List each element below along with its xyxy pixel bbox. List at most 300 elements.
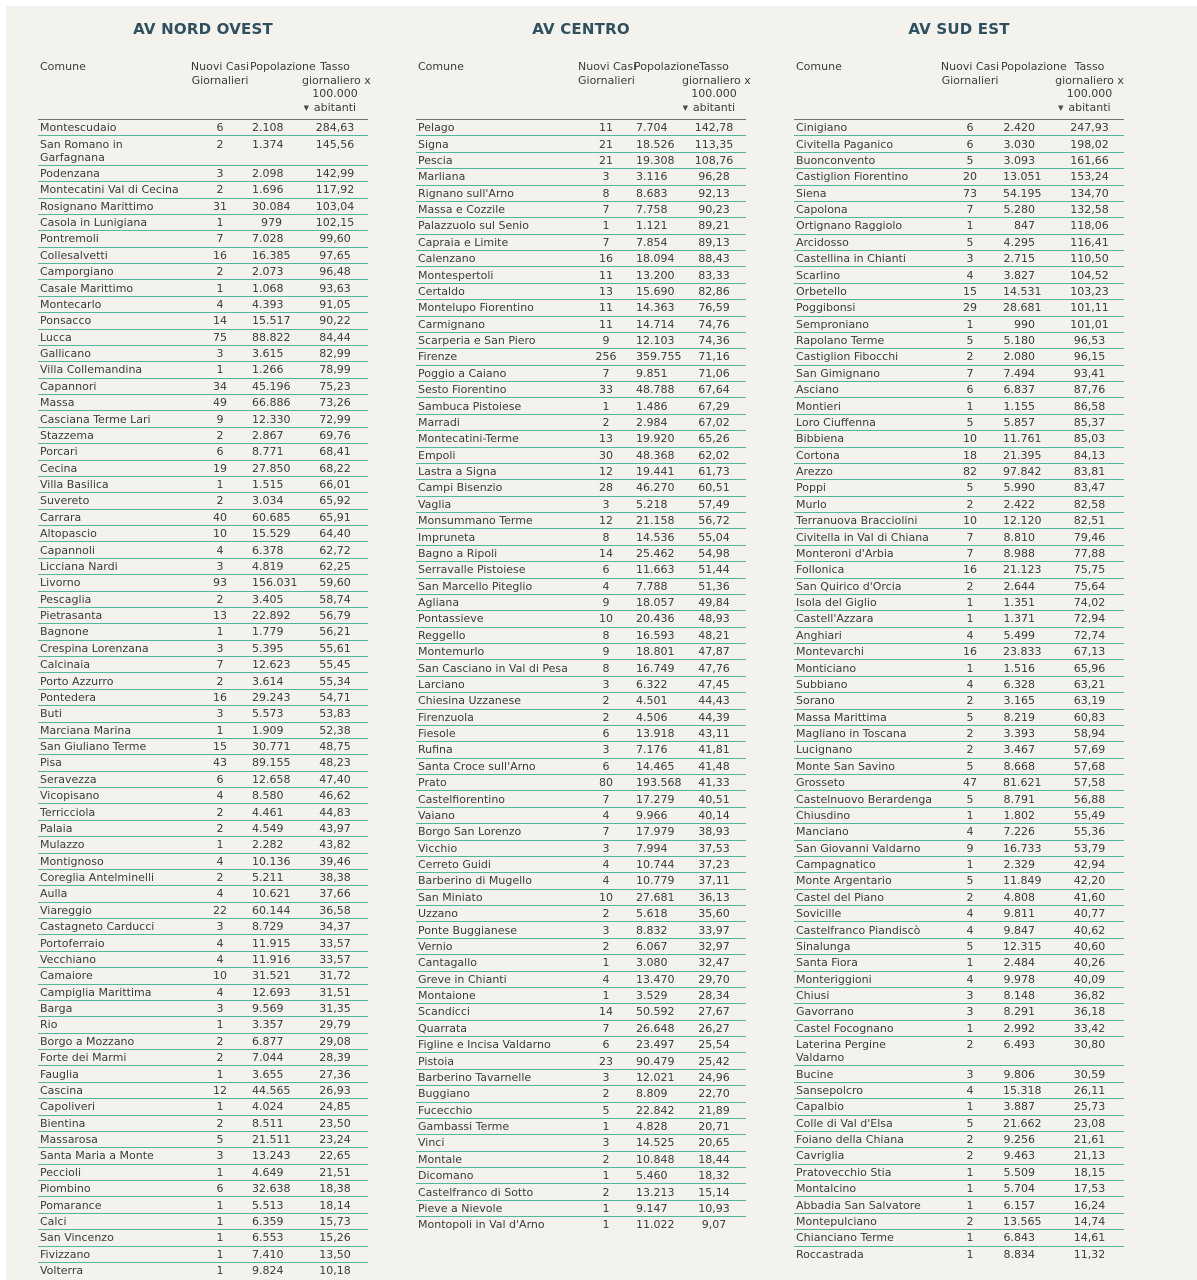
table-row <box>416 152 746 168</box>
nuovi-casi-cell: 1 <box>190 1197 250 1213</box>
tasso-cell: 40,51 <box>682 791 746 807</box>
nuovi-casi-cell: 3 <box>578 742 634 758</box>
av-centro-panel <box>416 12 751 1278</box>
comune-cell: Crespina Lorenzana <box>38 640 190 656</box>
popolazione-cell: 9.966 <box>634 807 682 823</box>
table-row <box>794 496 1124 512</box>
table-row <box>794 283 1124 299</box>
nuovi-casi-cell: 29 <box>939 300 1001 316</box>
table-row <box>794 742 1124 758</box>
tasso-cell: 25,73 <box>1055 1099 1124 1115</box>
nuovi-casi-cell: 16 <box>939 644 1001 660</box>
comune-cell: Sinalunga <box>794 938 939 954</box>
table-row <box>416 398 746 414</box>
nuovi-casi-cell: 18 <box>939 447 1001 463</box>
tasso-cell: 28,34 <box>682 987 746 1003</box>
comune-cell: Vaiano <box>416 807 578 823</box>
tasso-cell: 43,82 <box>302 837 368 853</box>
nuovi-casi-cell: 1 <box>190 722 250 738</box>
table-row <box>416 529 746 545</box>
popolazione-cell: 21.662 <box>1001 1115 1055 1131</box>
nuovi-casi-cell: 1 <box>578 218 634 234</box>
popolazione-cell: 359.755 <box>636 350 682 364</box>
tasso-cell: 86,58 <box>1055 398 1124 414</box>
table-row <box>416 1217 746 1233</box>
popolazione-cell: 2.329 <box>1001 856 1055 872</box>
tasso-cell: 48,23 <box>302 755 368 771</box>
table-row <box>794 644 1124 660</box>
nuovi-casi-cell: 1 <box>578 987 634 1003</box>
popolazione-cell: 7.854 <box>634 234 682 250</box>
tasso-cell: 66,01 <box>302 476 368 492</box>
column-header-comune[interactable] <box>416 60 578 120</box>
table-row <box>794 938 1124 954</box>
popolazione-cell: 32.638 <box>250 1181 302 1197</box>
nuovi-casi-cell: 11 <box>578 120 634 136</box>
nuovi-casi-cell: 3 <box>939 987 1001 1003</box>
tasso-cell: 96,53 <box>1055 332 1124 348</box>
popolazione-cell: 48.788 <box>634 382 682 398</box>
tasso-cell: 63,19 <box>1055 693 1124 709</box>
tasso-cell: 26,93 <box>302 1082 368 1098</box>
nuovi-casi-cell: 5 <box>190 1131 250 1147</box>
comune-cell: Pratovecchio Stia <box>794 1164 939 1180</box>
comune-cell: Cerreto Guidi <box>416 856 578 872</box>
table-row <box>794 1197 1124 1213</box>
nuovi-casi-cell: 1 <box>190 1066 250 1082</box>
comune-cell: Isola del Giglio <box>794 594 939 610</box>
popolazione-cell: 4.808 <box>1001 889 1055 905</box>
nuovi-casi-cell: 13 <box>578 431 634 447</box>
tasso-cell: 53,79 <box>1055 840 1124 856</box>
comune-cell: Terricciola <box>38 804 190 820</box>
popolazione-cell: 14.536 <box>634 529 682 545</box>
popolazione-cell: 4.828 <box>634 1118 682 1134</box>
nuovi-casi-cell: 4 <box>939 676 1001 692</box>
tasso-cell: 55,36 <box>1055 824 1124 840</box>
tasso-cell: 37,11 <box>682 873 746 889</box>
column-header-nuovi-casi[interactable] <box>939 60 1001 120</box>
table-row <box>416 758 746 774</box>
comune-cell: Quarrata <box>416 1020 578 1036</box>
tasso-cell: 48,93 <box>682 611 746 627</box>
popolazione-cell: 7.176 <box>634 742 682 758</box>
tasso-cell: 101,11 <box>1055 300 1124 316</box>
table-row <box>416 1200 746 1216</box>
table-row <box>38 136 368 165</box>
table-row <box>38 345 368 361</box>
tasso-cell: 67,29 <box>682 398 746 414</box>
popolazione-cell: 3.887 <box>1001 1099 1055 1115</box>
comune-cell: Castelnuovo Berardenga <box>794 791 939 807</box>
comune-cell: Castelfranco di Sotto <box>416 1184 578 1200</box>
nuovi-casi-cell: 49 <box>190 395 250 411</box>
nuovi-casi-cell: 2 <box>939 1213 1001 1229</box>
nuovi-casi-cell: 1 <box>190 362 250 378</box>
nuovi-casi-cell: 2 <box>190 427 250 443</box>
table-row <box>416 382 746 398</box>
tasso-cell: 56,88 <box>1055 791 1124 807</box>
table-row <box>416 365 746 381</box>
nuovi-casi-cell: 11 <box>578 316 634 332</box>
table-row <box>38 624 368 640</box>
table-row <box>38 427 368 443</box>
column-header-comune[interactable] <box>38 60 190 120</box>
comune-cell: Firenze <box>416 349 578 365</box>
nuovi-casi-cell: 1 <box>939 611 1001 627</box>
popolazione-cell: 1.351 <box>1001 594 1055 610</box>
comune-cell: Prato <box>416 775 578 791</box>
popolazione-cell: 12.658 <box>250 771 302 787</box>
nuovi-casi-cell: 7 <box>939 365 1001 381</box>
tasso-cell: 103,23 <box>1055 283 1124 299</box>
nuovi-casi-cell: 7 <box>190 231 250 247</box>
popolazione-cell: 8.791 <box>1001 791 1055 807</box>
table-row <box>38 395 368 411</box>
comune-cell: Rio <box>38 1017 190 1033</box>
tasso-cell: 14,61 <box>1055 1230 1124 1246</box>
popolazione-cell: 2.108 <box>250 120 302 136</box>
tasso-cell: 116,41 <box>1055 234 1124 250</box>
popolazione-cell: 12.103 <box>634 332 682 348</box>
tasso-header-line1: Tasso <box>320 60 350 73</box>
popolazione-cell: 60.144 <box>250 902 302 918</box>
nuovi-casi-cell: 6 <box>939 136 1001 152</box>
table-row <box>794 431 1124 447</box>
table-row <box>794 873 1124 889</box>
column-header-nuovi-casi[interactable] <box>578 60 637 120</box>
table-row <box>794 349 1124 365</box>
popolazione-cell: 4.024 <box>250 1099 302 1115</box>
popolazione-cell: 11.916 <box>250 951 302 967</box>
tasso-cell: 67,02 <box>682 414 746 430</box>
tasso-cell: 36,18 <box>1055 1004 1124 1020</box>
nuovi-casi-cell: 2 <box>190 804 250 820</box>
popolazione-cell: 15.318 <box>1001 1082 1055 1098</box>
table-row <box>794 1148 1124 1164</box>
comune-cell: Barberino di Mugello <box>416 873 578 889</box>
tasso-cell: 58,94 <box>1055 725 1124 741</box>
nuovi-casi-cell: 2 <box>939 742 1001 758</box>
comune-cell: Greve in Chianti <box>416 971 578 987</box>
table-row <box>416 775 746 791</box>
popolazione-cell: 14.714 <box>634 316 682 332</box>
tasso-header-abitanti-label: abitanti <box>692 100 736 114</box>
popolazione-cell: 13.918 <box>634 725 682 741</box>
nuovi-casi-cell: 1 <box>939 807 1001 823</box>
tasso-cell: 21,61 <box>1055 1131 1124 1147</box>
comune-cell: Camporgiano <box>38 264 190 280</box>
popolazione-cell: 9.806 <box>1001 1066 1055 1082</box>
tasso-cell: 78,99 <box>302 362 368 378</box>
tasso-header-line2: giornaliero x <box>302 73 371 87</box>
comune-cell: Castiglion Fiorentino <box>794 169 939 185</box>
popolazione-cell: 5.460 <box>634 1168 682 1184</box>
popolazione-cell: 14.525 <box>634 1135 682 1151</box>
comune-cell: Ortignano Raggiolo <box>794 218 939 234</box>
comune-cell: Pontassieve <box>416 611 578 627</box>
comune-cell: Chiusi <box>794 987 939 1003</box>
sort-descending-icon[interactable]: ▼ <box>1058 103 1064 112</box>
table-row <box>416 545 746 561</box>
popolazione-cell: 1.068 <box>250 280 302 296</box>
column-header-comune[interactable] <box>794 60 939 120</box>
tasso-cell: 48,75 <box>302 738 368 754</box>
tasso-cell: 23,50 <box>302 1115 368 1131</box>
comune-cell: Suvereto <box>38 493 190 509</box>
popolazione-cell: 10.779 <box>634 873 682 889</box>
column-header-nuovi-casi[interactable] <box>190 60 250 120</box>
tasso-cell: 51,44 <box>682 562 746 578</box>
comune-cell: Castel del Piano <box>794 889 939 905</box>
popolazione-cell: 2.098 <box>250 165 302 181</box>
tasso-cell: 15,14 <box>682 1184 746 1200</box>
table-row <box>794 365 1124 381</box>
nuovi-casi-cell: 4 <box>190 788 250 804</box>
table-row <box>38 362 368 378</box>
tasso-cell: 58,74 <box>302 591 368 607</box>
tasso-cell: 92,13 <box>682 185 746 201</box>
comune-cell: Fucecchio <box>416 1102 578 1118</box>
table-row <box>794 513 1124 529</box>
comune-cell: Firenzuola <box>416 709 578 725</box>
table-row <box>794 758 1124 774</box>
table-row <box>416 513 746 529</box>
nuovi-casi-cell: 3 <box>578 676 634 692</box>
popolazione-cell: 7.758 <box>634 201 682 217</box>
comune-cell: Altopascio <box>38 526 190 542</box>
table-row <box>794 480 1124 496</box>
tasso-cell: 36,58 <box>302 902 368 918</box>
tasso-cell: 108,76 <box>682 152 746 168</box>
nuovi-casi-cell: 2 <box>190 136 250 165</box>
popolazione-cell: 6.493 <box>1001 1037 1055 1066</box>
tasso-cell: 57,58 <box>1055 775 1124 791</box>
sort-descending-icon[interactable]: ▼ <box>682 103 688 112</box>
comune-cell: Collesalvetti <box>38 247 190 263</box>
table-row <box>38 378 368 394</box>
comune-cell: San Giovanni Valdarno <box>794 840 939 856</box>
nuovi-casi-cell: 8 <box>578 529 634 545</box>
popolazione-cell: 13.243 <box>250 1148 302 1164</box>
table-row <box>38 738 368 754</box>
nuovi-casi-cell: 6 <box>939 382 1001 398</box>
nuovi-casi-cell: 4 <box>939 267 1001 283</box>
nuovi-casi-cell: 12 <box>578 513 634 529</box>
popolazione-cell: 18.801 <box>634 644 682 660</box>
table-row <box>38 280 368 296</box>
table-row <box>38 1262 368 1278</box>
tasso-cell: 28,39 <box>302 1050 368 1066</box>
tasso-cell: 40,77 <box>1055 906 1124 922</box>
popolazione-cell: 5.395 <box>250 640 302 656</box>
nuovi-casi-cell: 3 <box>190 919 250 935</box>
tasso-cell: 82,86 <box>682 283 746 299</box>
tasso-header-line1: Tasso <box>699 60 729 73</box>
comune-cell: Agliana <box>416 594 578 610</box>
table-row <box>38 1050 368 1066</box>
nuovi-casi-cell: 28 <box>578 480 634 496</box>
popolazione-cell: 1.802 <box>1001 807 1055 823</box>
nuovi-casi-cell: 34 <box>190 378 250 394</box>
table-row <box>794 1037 1124 1066</box>
table-row <box>416 1086 746 1102</box>
tasso-cell: 26,27 <box>682 1020 746 1036</box>
popolazione-cell: 11.761 <box>1001 431 1055 447</box>
comune-cell: Capraia e Limite <box>416 234 578 250</box>
tasso-cell: 33,42 <box>1055 1020 1124 1036</box>
tasso-header-line3: 100.000 <box>312 87 358 100</box>
comune-cell: Piombino <box>38 1181 190 1197</box>
popolazione-cell: 10.136 <box>250 853 302 869</box>
comune-cell: Monte San Savino <box>794 758 939 774</box>
tasso-cell: 71,06 <box>682 365 746 381</box>
tasso-cell: 85,37 <box>1055 414 1124 430</box>
popolazione-cell: 8.291 <box>1001 1004 1055 1020</box>
comune-cell: Sansepolcro <box>794 1082 939 1098</box>
popolazione-cell: 1.515 <box>250 476 302 492</box>
comune-cell: Buggiano <box>416 1086 578 1102</box>
table-row <box>794 1020 1124 1036</box>
popolazione-cell: 2.867 <box>250 427 302 443</box>
tasso-cell: 64,40 <box>302 526 368 542</box>
popolazione-cell: 9.147 <box>634 1200 682 1216</box>
comune-cell: Mulazzo <box>38 837 190 853</box>
nuovi-casi-cell: 1 <box>939 660 1001 676</box>
tasso-cell: 88,43 <box>682 251 746 267</box>
column-header-popolazione[interactable] <box>634 60 700 120</box>
comune-cell: Roccastrada <box>796 1247 864 1261</box>
nuovi-casi-cell: 4 <box>578 578 634 594</box>
table-row <box>38 1099 368 1115</box>
table-row <box>794 725 1124 741</box>
comune-cell: Capannori <box>38 378 190 394</box>
comune-cell: Pietrasanta <box>38 607 190 623</box>
nuovi-casi-cell: 4 <box>939 627 1001 643</box>
popolazione-cell: 2.282 <box>250 837 302 853</box>
popolazione-cell: 21.511 <box>250 1131 302 1147</box>
comune-cell: Montemurlo <box>416 644 578 660</box>
popolazione-cell: 990 <box>1001 316 1055 332</box>
popolazione-cell: 9.569 <box>250 1000 302 1016</box>
table-row <box>38 542 368 558</box>
popolazione-cell: 3.615 <box>250 345 302 361</box>
comune-cell: Volterra <box>40 1264 84 1278</box>
popolazione-cell: 16.749 <box>634 660 682 676</box>
tasso-cell: 47,76 <box>682 660 746 676</box>
popolazione-cell: 2.984 <box>634 414 682 430</box>
tasso-cell: 82,58 <box>1055 496 1124 512</box>
popolazione-cell: 11.022 <box>636 1218 675 1232</box>
table-row <box>416 218 746 234</box>
comune-cell: Portoferraio <box>38 935 190 951</box>
comune-cell: Pontremoli <box>38 231 190 247</box>
popolazione-cell: 46.270 <box>634 480 682 496</box>
comune-cell: Peccioli <box>38 1164 190 1180</box>
column-header-popolazione[interactable] <box>1001 60 1067 120</box>
table-row <box>38 575 368 591</box>
comune-cell: Bibbiena <box>794 431 939 447</box>
nuovi-casi-cell: 1 <box>602 1218 610 1232</box>
tasso-header-line3: 100.000 <box>1066 87 1113 100</box>
tasso-cell: 29,70 <box>682 971 746 987</box>
popolazione-cell: 54.195 <box>1001 185 1055 201</box>
table-row <box>794 971 1124 987</box>
popolazione-cell: 11.849 <box>1001 873 1055 889</box>
comune-cell: Cavriglia <box>794 1148 939 1164</box>
tasso-cell: 99,60 <box>302 231 368 247</box>
table-row <box>416 971 746 987</box>
popolazione-cell: 12.315 <box>1001 938 1055 954</box>
tasso-cell: 33,97 <box>682 922 746 938</box>
nuovi-casi-cell: 1 <box>190 837 250 853</box>
column-header-popolazione[interactable] <box>250 60 316 120</box>
table-row <box>416 889 746 905</box>
comune-cell: Palaia <box>38 820 190 836</box>
tasso-cell: 89,13 <box>682 234 746 250</box>
comune-cell: Fauglia <box>38 1066 190 1082</box>
tasso-cell: 56,79 <box>302 607 368 623</box>
nuovi-casi-cell: 1 <box>578 1200 634 1216</box>
comune-cell: Marliana <box>416 169 578 185</box>
tasso-cell: 11,32 <box>1073 1247 1106 1261</box>
comune-cell: Loro Ciuffenna <box>794 414 939 430</box>
table-row <box>794 775 1124 791</box>
nuovi-casi-cell: 93 <box>190 575 250 591</box>
tasso-cell: 72,99 <box>302 411 368 427</box>
popolazione-cell: 16.733 <box>1001 840 1055 856</box>
table-row <box>416 169 746 185</box>
sort-descending-icon[interactable]: ▼ <box>303 103 309 112</box>
tasso-cell: 113,35 <box>682 136 746 152</box>
comune-cell: Stazzema <box>38 427 190 443</box>
comune-cell: Scandicci <box>416 1004 578 1020</box>
comune-cell: Montecatini Val di Cecina <box>38 182 190 198</box>
popolazione-cell: 1.266 <box>250 362 302 378</box>
comune-cell: Castiglion Fibocchi <box>794 349 939 365</box>
table-row <box>416 431 746 447</box>
popolazione-cell: 3.357 <box>250 1017 302 1033</box>
comune-cell: Santa Fiora <box>794 955 939 971</box>
nuovi-casi-cell: 13 <box>578 283 634 299</box>
table-row <box>794 201 1124 217</box>
tasso-cell: 71,16 <box>682 349 746 365</box>
popolazione-cell: 9.463 <box>1001 1148 1055 1164</box>
table-row <box>38 853 368 869</box>
table-row <box>38 198 368 214</box>
comune-cell: Villa Basilica <box>38 476 190 492</box>
nuovi-casi-cell: 3 <box>578 840 634 856</box>
nuovi-casi-cell: 4 <box>578 971 634 987</box>
popolazione-cell: 4.549 <box>250 820 302 836</box>
tasso-cell: 85,03 <box>1055 431 1124 447</box>
table-row <box>416 906 746 922</box>
nuovi-casi-cell: 3 <box>190 706 250 722</box>
popolazione-cell: 12.623 <box>250 657 302 673</box>
nuovi-casi-cell: 3 <box>939 1004 1001 1020</box>
nuovi-casi-cell: 15 <box>939 283 1001 299</box>
table-row <box>416 185 746 201</box>
tasso-cell: 142,99 <box>302 165 368 181</box>
nuovi-casi-cell: 1 <box>190 1246 250 1262</box>
tasso-header-line2: giornaliero x <box>682 73 751 87</box>
comune-cell: Montecarlo <box>38 296 190 312</box>
tasso-cell: 13,50 <box>302 1246 368 1262</box>
comune-cell: Pomarance <box>38 1197 190 1213</box>
nuovi-casi-cell: 7 <box>578 201 634 217</box>
nuovi-casi-cell: 30 <box>578 447 634 463</box>
popolazione-cell: 6.378 <box>250 542 302 558</box>
